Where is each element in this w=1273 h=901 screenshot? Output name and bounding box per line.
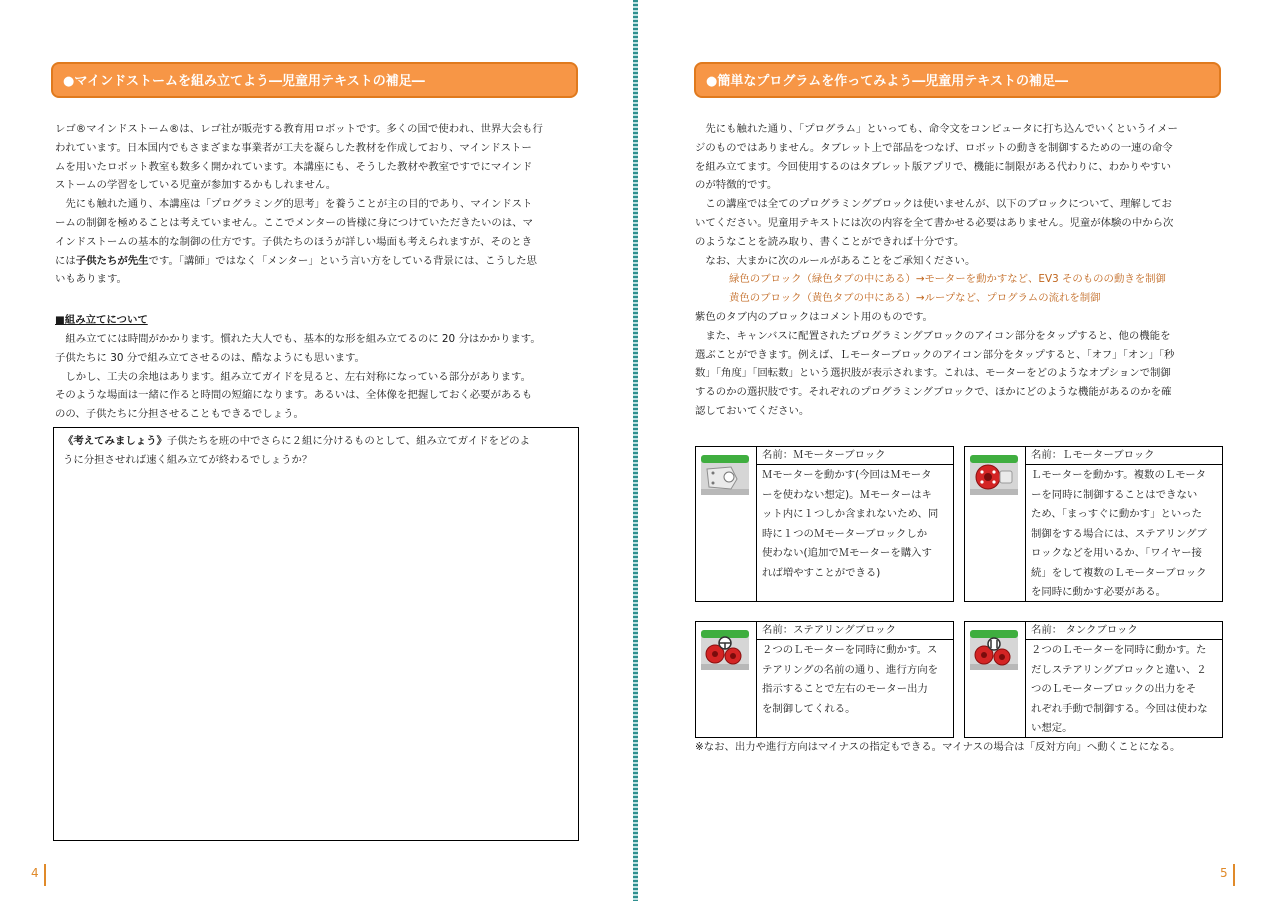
left-page bbox=[0, 0, 633, 901]
l-motor-block-icon bbox=[970, 455, 1018, 495]
page-number-bar bbox=[44, 864, 46, 886]
block-icon-cell bbox=[965, 447, 1026, 601]
text-line: 先にも触れた通り、「プログラム」といっても、命令文をコンピュータに打ち込んでいくというイメー bbox=[695, 123, 1178, 135]
block-icon-cell bbox=[696, 622, 757, 737]
right-intro-text bbox=[695, 120, 1178, 421]
text-line: 数」「角度」「回転数」という選択肢が表示されます。これは、モーターをどのようなオプションで制御 bbox=[695, 367, 1171, 380]
footnote: ※なお、出力や進行方向はマイナスの指定もできる。マイナスの場合は「反対方向」へ動くことになる。 bbox=[695, 741, 1181, 753]
text-line: のが特徴的です。 bbox=[695, 179, 778, 192]
text-line: 子供たちに 30 分で組み立てさせるのは、酷なようにも思います。 bbox=[55, 351, 365, 364]
text-line: には子供たちが先生です。「講師」ではなく「メンター」という言い方をしている背景には、こうした思 bbox=[55, 254, 537, 267]
page-number-bar bbox=[1233, 864, 1235, 886]
block-name: 名前：Ｍモーターブロック bbox=[757, 447, 953, 465]
left-intro-text bbox=[55, 120, 543, 289]
block-card-steering bbox=[695, 621, 954, 738]
right-page bbox=[638, 0, 1273, 901]
block-name: 名前：ステアリングブロック bbox=[757, 622, 953, 640]
bold-phrase: 子供たちが先生 bbox=[75, 254, 149, 267]
think-prompt: 《考えてみましょう》子供たちを班の中でさらに２組に分けるものとして、組み立てガイドをどのよ うに分担させれば速く組み立てが終わるでしょうか？ bbox=[63, 435, 531, 466]
text-line: 認しておいてください。 bbox=[695, 404, 810, 417]
text-line: この講座では全てのプログラミングブロックは使いませんが、以下のブロックについて、理解してお bbox=[695, 198, 1172, 211]
think-about-it-box bbox=[53, 427, 579, 841]
text-line: 組み立てには時間がかかります。慣れた大人でも、基本的な形を組み立てるのに 20 分はかかります。 bbox=[55, 333, 541, 345]
steering-block-icon bbox=[701, 630, 749, 670]
assembly-text bbox=[55, 330, 541, 424]
block-description: ２つのＬモーターを同時に動かす。た だしステアリングブロックと違い、２ つのＬモーターブロックの出力をそ れぞれ手動で制御する。今回は使わな い想定。 bbox=[1031, 644, 1208, 734]
text-line: いてください。児童用テキストには次の内容を全て書かせる必要はありません。児童が体験の中から次 bbox=[695, 216, 1174, 229]
block-description: Ｍモーターを動かす(今回はＭモータ ーを使わない想定)。Ｍモーターはキ ット内に１つしか含まれないため、同 時に１つのＭモーターブロックしか 使わない(追加でＭモーターを購入す れば増やすことができる) bbox=[762, 469, 939, 579]
text-line: のの、子供たちに分担させることもできるでしょう。 bbox=[55, 408, 304, 421]
text-line: ジのものではありません。タブレット上で部品をつなげ、ロボットの動きを制御するための一連の命令 bbox=[695, 141, 1173, 154]
text-line: 紫色のタブ内のブロックはコメント用のものです。 bbox=[695, 310, 933, 323]
text-line: を組み立てます。今回使用するのはタブレット版アプリで、機能に制限がある代わりに、わかりやすい bbox=[695, 160, 1171, 173]
text-line: するのかの選択肢です。それぞれのプログラミングブロックで、ほかにどのような機能があるのかを確 bbox=[695, 386, 1172, 399]
left-section-header: ●マインドストームを組み立てよう―児童用テキストの補足― bbox=[51, 62, 578, 98]
page-number-left: 4 bbox=[31, 866, 39, 880]
text-line: われています。日本国内でもさまざまな事業者が工夫を凝らした教材を作成しており、マインドストー bbox=[55, 141, 532, 154]
text-line: そのような場面は一緒に作ると時間の短縮になります。あるいは、全体像を把握しておく必要があるも bbox=[55, 389, 533, 402]
text-line: ムを用いたロボット教室も数多く開かれています。本講座にも、そうした教材や教室ですでにマインド bbox=[55, 160, 533, 173]
rule-yellow: 黄色のブロック（黄色タブの中にある）→ループなど、プログラムの流れを制御 bbox=[729, 292, 1101, 305]
tank-block-icon bbox=[970, 630, 1018, 670]
block-card-tank bbox=[964, 621, 1223, 738]
text-line: ストームの学習をしている児童が参加するかもしれません。 bbox=[55, 179, 337, 192]
page-number-right: 5 bbox=[1220, 866, 1228, 880]
block-card-l-motor bbox=[964, 446, 1223, 602]
text-line: いもあります。 bbox=[55, 273, 127, 286]
think-label: 《考えてみましょう》 bbox=[63, 435, 167, 447]
right-section-header: ●簡単なプログラムを作ってみよう―児童用テキストの補足― bbox=[694, 62, 1221, 98]
assembly-subheading: ■組み立てについて bbox=[55, 314, 148, 326]
block-description: Ｌモーターを動かす。複数のＬモータ ーを同時に制御することはできない ため、「まっすぐに動かす」といった 制御をする場合には、ステアリングブ ロックなどを用いるか、「ワイヤー接 続」をして複数のＬモーターブロック を同時に動かす必要がある。 bbox=[1031, 469, 1207, 598]
block-name: 名前：Ｌモーターブロック bbox=[1026, 447, 1222, 465]
text-line: また、キャンバスに配置されたプログラミングブロックのアイコン部分をタップすると、他の機能を bbox=[695, 329, 1171, 342]
block-name: 名前： タンクブロック bbox=[1026, 622, 1222, 640]
text-line: インドストームの基本的な制御の仕方です。子供たちのほうが詳しい場面も考えられますが、そのとき bbox=[55, 235, 533, 248]
text-line: しかし、工夫の余地はあります。組み立てガイドを見ると、左右対称になっている部分があります。 bbox=[55, 370, 531, 383]
text-line: のようなことを読み取り、書くことができれば十分です。 bbox=[695, 235, 965, 248]
block-icon-cell bbox=[965, 622, 1026, 737]
text-line: 先にも触れた通り、本講座は「プログラミング的思考」を養うことが主の目的であり、マインドスト bbox=[55, 198, 533, 211]
rule-green: 緑色のブロック（緑色タブの中にある）→モーターを動かすなど、EV3 そのものの動きを制御 bbox=[729, 273, 1166, 286]
text-line: ームの制御を極めることは考えていません。ここでメンターの皆様に身につけていただきたいのは、マ bbox=[55, 216, 533, 229]
block-card-m-motor bbox=[695, 446, 954, 602]
m-motor-block-icon bbox=[701, 455, 749, 495]
text-line: レゴ®マインドストーム®は、レゴ社が販売する教育用ロボットです。多くの国で使われ、世界大会も行 bbox=[55, 123, 543, 135]
block-description: ２つのＬモーターを同時に動かす。ス テアリングの名前の通り、進行方向を 指示することで左右のモーター出力 を制御してくれる。 bbox=[762, 644, 939, 715]
text-line: なお、大まかに次のルールがあることをご承知ください。 bbox=[695, 254, 976, 267]
text-line: 選ぶことができます。例えば、Ｌモーターブロックのアイコン部分をタップすると、「オフ」「オン」「秒 bbox=[695, 348, 1175, 361]
block-icon-cell bbox=[696, 447, 757, 601]
